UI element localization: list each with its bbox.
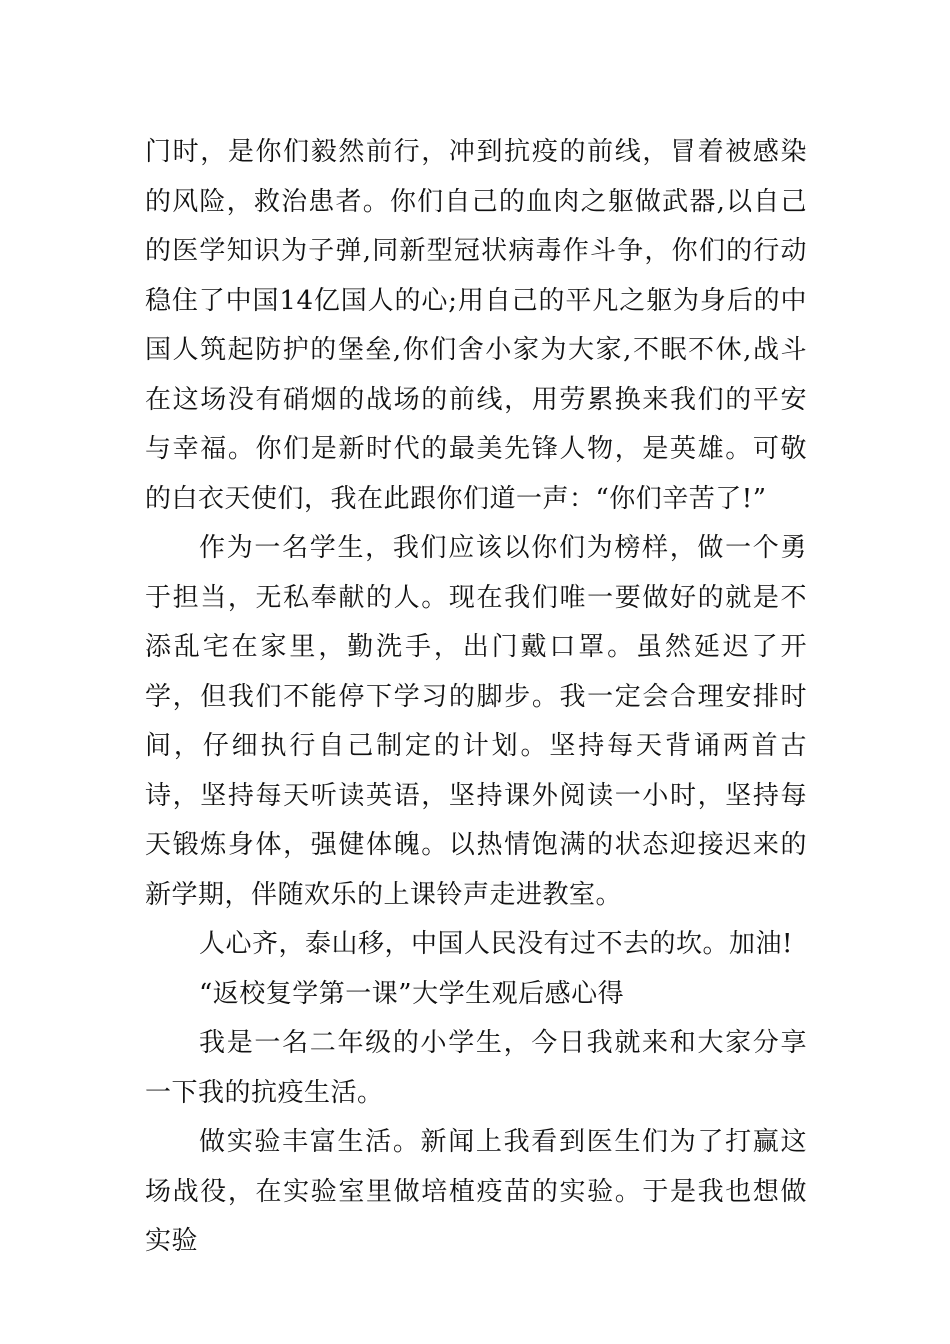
document-body: [145, 128, 807, 1267]
paragraph-introduction: 我是一名二年级的小学生，今日我就来和大家分享一下我的抗疫生活。: [145, 1028, 807, 1108]
paragraph-encouragement: 人心齐，泰山移，中国人民没有过不去的坎。加油!: [199, 929, 793, 959]
paragraph-continuation: 门时，是你们毅然前行，冲到抗疫的前线，冒着被感染的风险，救治患者。你们自己的血肉之躯做武器,以自己的医学知识为子弹,同新型冠状病毒作斗争，你们的行动稳住了中国14亿国人的心;用自己的平凡之躯为身后的中国人筑起防护的堡垒,你们舍小家为大家,不眠不休,战斗在这场没有硝烟的战场的前线，用劳累换来我们的平安与幸福。你们是新时代的最美先锋人物，是英雄。可敬的白衣天使们，我在此跟你们道一声：“你们辛苦了!”: [145, 137, 807, 514]
paragraph-student-role-model: 作为一名学生，我们应该以你们为榜样，做一个勇于担当，无私奉献的人。现在我们唯一要做好的就是不添乱宅在家里，勤洗手，出门戴口罩。虽然延迟了开学，但我们不能停下学习的脚步。我一定会合理安排时间，仔细执行自己制定的计划。坚持每天背诵两首古诗，坚持每天听读英语，坚持课外阅读一小时，坚持每天锻炼身体，强健体魄。以热情饱满的状态迎接迟来的新学期，伴随欢乐的上课铃声走进教室。: [145, 533, 807, 910]
paragraph-experiment: 做实验丰富生活。新闻上我看到医生们为了打赢这场战役，在实验室里做培植疫苗的实验。于是我也想做实验: [145, 1127, 807, 1256]
section-heading: “返校复学第一课”大学生观后感心得: [199, 978, 625, 1009]
